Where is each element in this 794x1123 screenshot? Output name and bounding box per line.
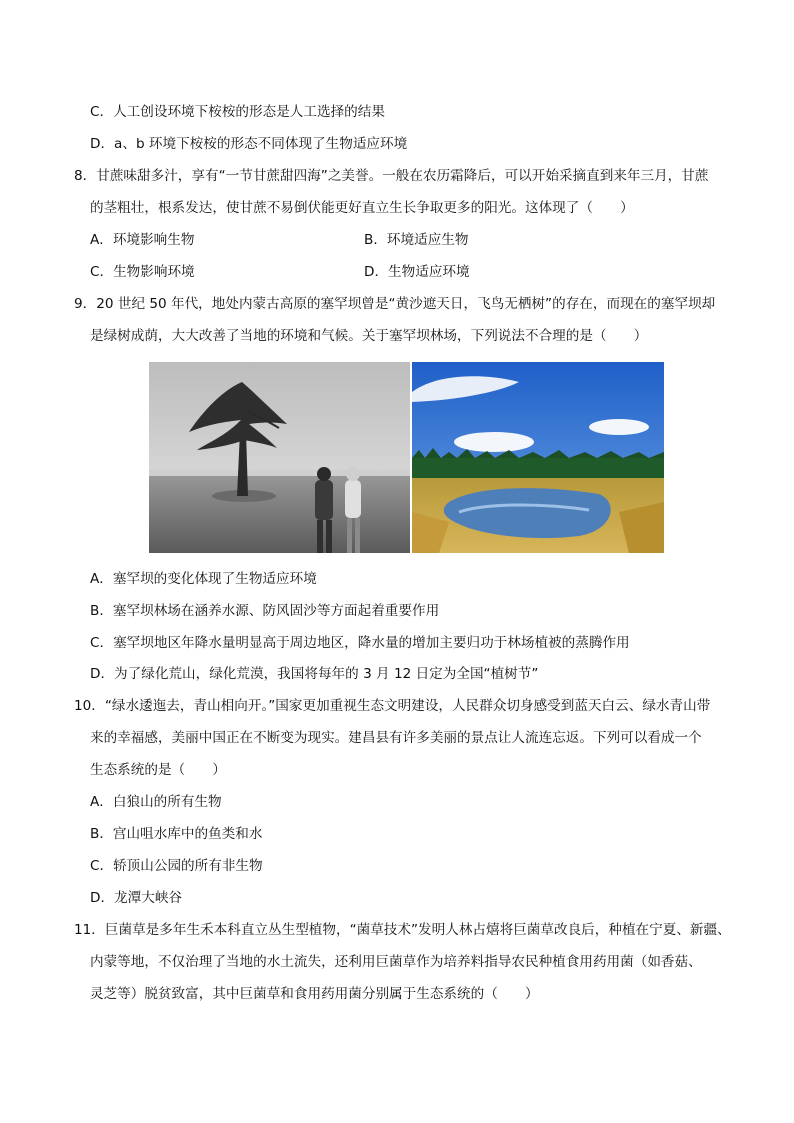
q7-option-d: D．a、b 环境下桉桉的形态不同体现了生物适应环境 <box>90 136 408 152</box>
q7-option-c: C．人工创设环境下桉桉的形态是人工选择的结果 <box>90 104 385 120</box>
old-saihanba-photo <box>149 362 410 553</box>
q8-stem-line1: 8．甘蔗味甜多汁，享有“一节甘蔗甜四海”之美誉。一般在农历霜降后，可以开始采摘直到来年三月，甘蔗 <box>74 168 709 184</box>
q9-option-a: A．塞罕坝的变化体现了生物适应环境 <box>90 571 317 587</box>
q8-option-d: D．生物适应环境 <box>364 264 470 280</box>
q9-option-d: D．为了绿化荒山，绿化荒漠，我国将每年的 3 月 12 日定为全国“植树节” <box>90 666 539 682</box>
q10-stem-line3: 生态系统的是（ ） <box>90 762 226 778</box>
saihanba-photos <box>149 362 664 553</box>
q11-stem-line1: 11．巨菌草是多年生禾本科直立丛生型植物，“菌草技术”发明人林占熺将巨菌草改良后，种植在宁夏、新疆、 <box>74 922 731 938</box>
q11-stem-line3: 灵芝等）脱贫致富，其中巨菌草和食用药用菌分别属于生态系统的（ ） <box>90 986 539 1002</box>
q9-option-b: B．塞罕坝林场在涵养水源、防风固沙等方面起着重要作用 <box>90 603 440 619</box>
q10-option-c: C．轿顶山公园的所有非生物 <box>90 858 263 874</box>
q11-stem-line2: 内蒙等地，不仅治理了当地的水土流失，还利用巨菌草作为培养料指导农民种植食用药用菌（如香菇、 <box>90 954 702 970</box>
q8-option-b: B．环境适应生物 <box>364 232 469 248</box>
q10-stem-line1: 10．“绿水逶迤去，青山相向开。”国家更加重视生态文明建设，人民群众切身感受到蓝天白云、绿水青山带 <box>74 698 711 714</box>
q10-option-a: A．白狼山的所有生物 <box>90 794 222 810</box>
q10-option-b: B．宫山咀水库中的鱼类和水 <box>90 826 263 842</box>
q8-option-a: A．环境影响生物 <box>90 232 195 248</box>
new-saihanba-photo <box>412 362 664 553</box>
q8-stem-line2: 的茎粗壮，根系发达，使甘蔗不易倒伏能更好直立生长争取更多的阳光。这体现了（ ） <box>90 200 634 216</box>
q8-option-c: C．生物影响环境 <box>90 264 195 280</box>
q9-stem-line1: 9．20 世纪 50 年代，地处内蒙古高原的塞罕坝曾是“黄沙遮天日，飞鸟无栖树”的存在，而现在的塞罕坝却 <box>74 296 716 312</box>
q9-stem-line2: 是绿树成荫，大大改善了当地的环境和气候。关于塞罕坝林场，下列说法不合理的是（ ） <box>90 328 648 344</box>
q9-option-c: C．塞罕坝地区年降水量明显高于周边地区，降水量的增加主要归功于林场植被的蒸腾作用 <box>90 635 630 651</box>
q10-option-d: D．龙潭大峡谷 <box>90 890 183 906</box>
q10-stem-line2: 来的幸福感，美丽中国正在不断变为现实。建昌县有许多美丽的景点让人流连忘返。下列可以看成一个 <box>90 730 702 746</box>
